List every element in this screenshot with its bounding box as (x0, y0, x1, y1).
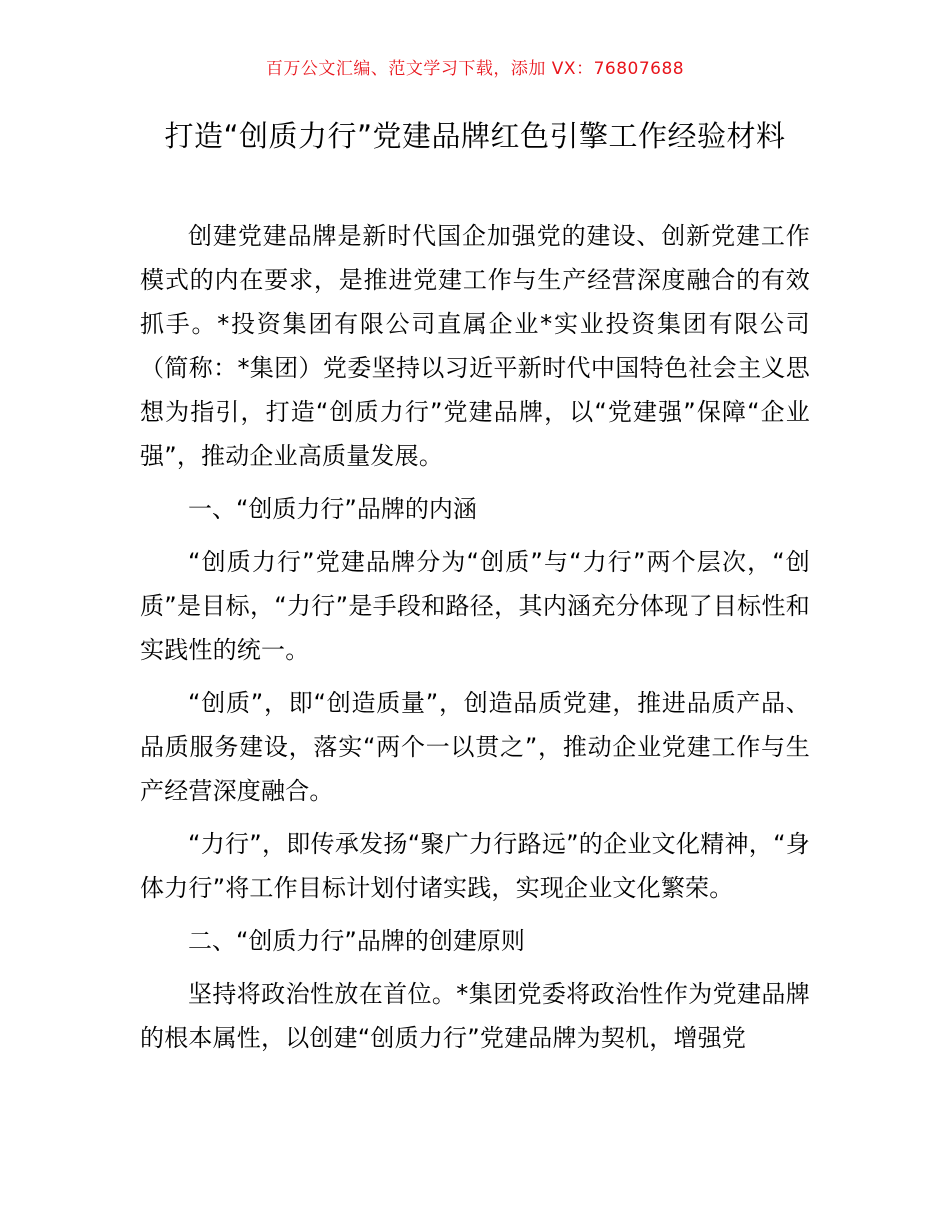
section-heading-1: 一、“创质力行”品牌的内涵 (188, 495, 477, 523)
header-watermark-note: 百万公文汇编、范文学习下载，添加 VX：76807688 (265, 59, 685, 79)
paragraph-lixing: “力行”，即传承发扬“聚广力行路远”的企业文化精神，“身体力行”将工作目标计划付诸实践，实现企业文化繁荣。 (140, 830, 810, 902)
section-heading-2: 二、“创质力行”品牌的创建原则 (188, 927, 525, 955)
paragraph-chuangzhi: “创质”，即“创造质量”，创造品质党建，推进品质产品、品质服务建设，落实“两个一以贯之”，推动企业党建工作与生产经营深度融合。 (140, 689, 810, 805)
document-title: 打造“创质力行”党建品牌红色引擎工作经验材料 (164, 119, 786, 153)
paragraph-brand-layers: “创质力行”党建品牌分为“创质”与“力行”两个层次，“创质”是目标，“力行”是手段和路径，其内涵充分体现了目标性和实践性的统一。 (140, 548, 810, 664)
paragraph-political-principle: 坚持将政治性放在首位。*集团党委将政治性作为党建品牌的根本属性，以创建“创质力行”党建品牌为契机，增强党 (140, 980, 810, 1052)
document-body (140, 214, 810, 1069)
paragraph-intro: 创建党建品牌是新时代国企加强党的建设、创新党建工作模式的内在要求，是推进党建工作与生产经营深度融合的有效抓手。*投资集团有限公司直属企业*实业投资集团有限公司（简称：*集团）党委坚持以习近平新时代中国特色社会主义思想为指引，打造“创质力行”党建品牌，以“党建强”保障“企业强”，推动企业高质量发展。 (140, 222, 810, 470)
